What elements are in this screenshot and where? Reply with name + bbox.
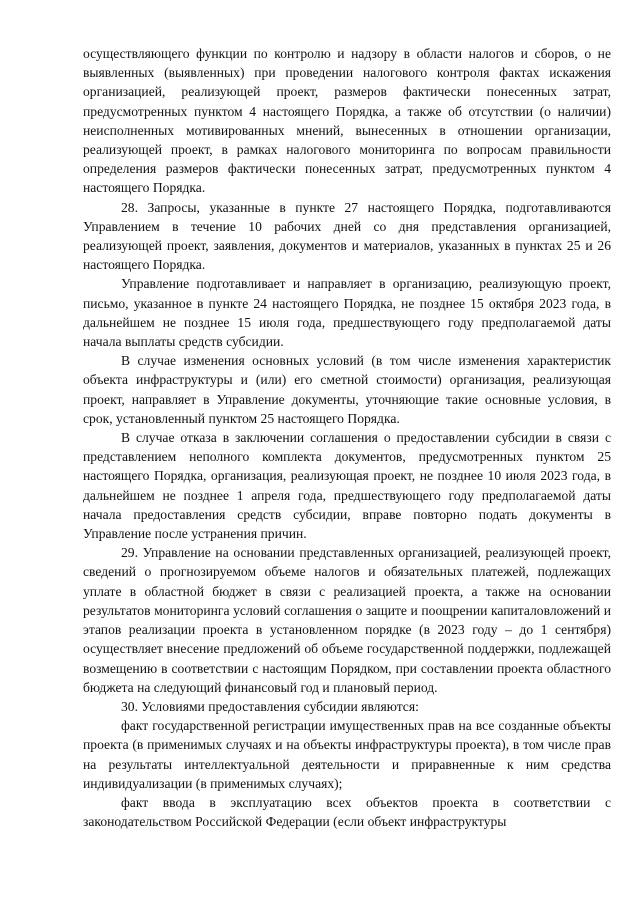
paragraph-refusal: В случае отказа в заключении соглашения о предоставлении субсидии в связи с представлением неполного комплекта документов, предусмотренных пунктом 25 настоящего Порядка, организация, реализующая проект, не позднее 10 июля 2023 года, в дальнейшем не позднее 1 апреля года, предшествующего году предполагаемой даты начала предоставления средств субсидии, вправе повторно подать документы в Управление после устранения причин. — [83, 430, 611, 542]
paragraph-conditions-change: В случае изменения основных условий (в том числе изменения характеристик объекта инфраструктуры и (или) его сметной стоимости) организация, реализующая проект, направляет в Управление документы, уточняющие такие основные условия, в срок, установленный пунктом 25 настоящего Порядка. — [83, 353, 611, 426]
paragraph-continuation: осуществляющего функции по контролю и надзору в области налогов и сборов, о не выявленных (выявленных) при проведении налогового контроля фактах искажения организацией, реализующей проект, размеров фактически понесенных затрат, предусмотренных пунктом 4 настоящего Порядка, а также об отсутствии (о наличии) неисполненных мотивированных мнений, вынесенных в отношении организации, реализующей проект, в рамках налогового мониторинга по вопросам правильности определения размеров фактически понесенных затрат, предусмотренных пунктом 4 настоящего Порядка. — [83, 46, 611, 196]
paragraph-commissioning-fact: факт ввода в эксплуатацию всех объектов проекта в соответствии с законодательством Российской Федерации (если объект инфраструктуры — [83, 794, 611, 830]
paragraph-registration-fact: факт государственной регистрации имущественных прав на все созданные объекты проекта (в применимых случаях и на объекты инфраструктуры проекта), в том числе прав на результаты интеллектуальной деятельности и приравненные к ним средства индивидуализации (в применимых случаях); — [83, 718, 611, 791]
paragraph-item-28: 28. Запросы, указанные в пункте 27 настоящего Порядка, подготавливаются Управлением в течение 10 рабочих дней со дня представления организацией, реализующей проект, заявления, документов и материалов, указанных в пунктах 25 и 26 настоящего Порядка. — [83, 199, 611, 273]
paragraph-item-29: 29. Управление на основании представленных организацией, реализующей проект, сведений о прогнозируемом объеме налогов и обязательных платежей, подлежащих уплате в областной бюджет в связи с реализацией проекта, а также на основании результатов мониторинга условий соглашения о защите и поощрении капиталовложений и этапов реализации проекта в установленном порядке (в 2023 году – до 1 сентября) осуществляет внесение предложений об объеме государственной поддержки, подлежащей возмещению в соответствии с настоящим Порядком, при составлении проекта областного бюджета на следующий финансовый год и плановый период. — [83, 545, 611, 695]
document-page — [83, 44, 611, 831]
paragraph-item-30: 30. Условиями предоставления субсидии являются: — [121, 698, 419, 714]
paragraph-letter-deadline: Управление подготавливает и направляет в организацию, реализующую проект, письмо, указанное в пункте 24 настоящего Порядка, не позднее 15 октября 2023 года, в дальнейшем не позднее 15 июля года, предшествующего году предполагаемой даты начала выплаты средств субсидии. — [83, 276, 611, 350]
